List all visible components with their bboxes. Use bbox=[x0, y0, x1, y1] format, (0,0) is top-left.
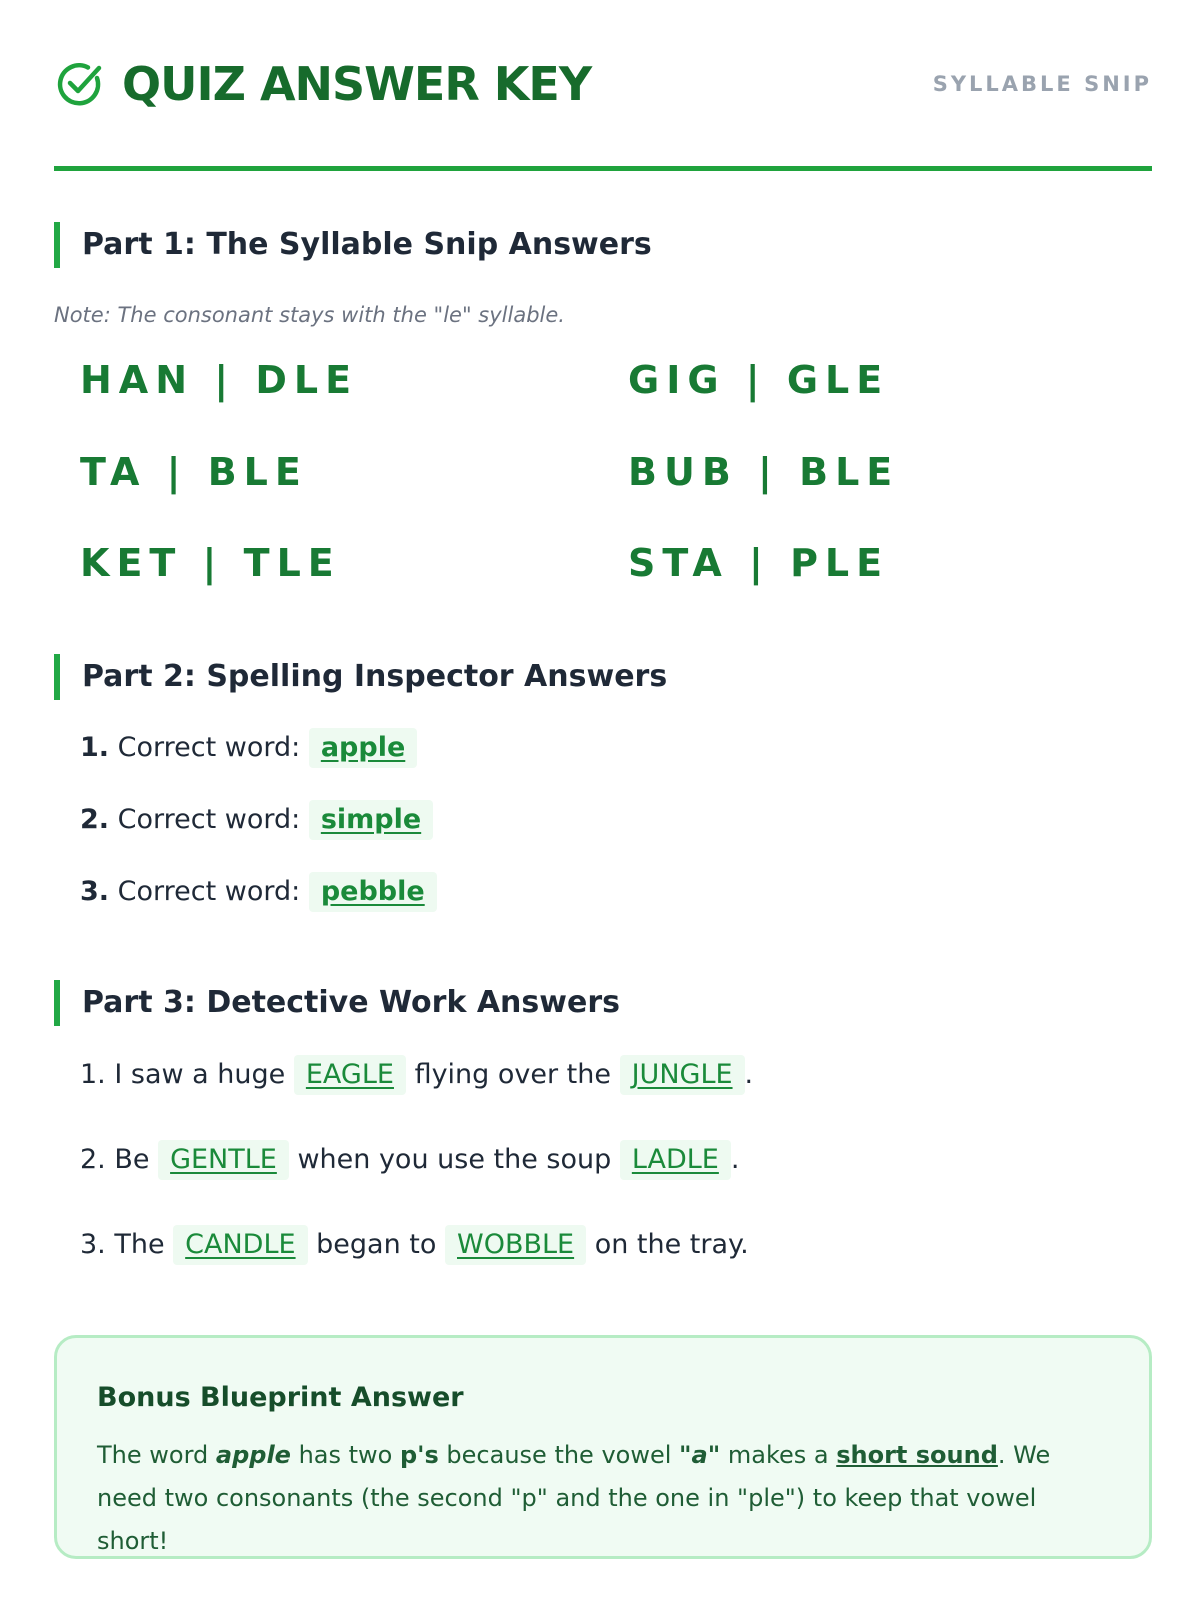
sentence-item bbox=[80, 1225, 749, 1265]
check-circle-icon bbox=[54, 58, 106, 110]
item-number: 3. bbox=[80, 876, 110, 907]
sentence-text: . bbox=[730, 1144, 740, 1175]
bonus-text-segment: The word bbox=[97, 1441, 216, 1469]
answer-word: simple bbox=[309, 800, 433, 840]
answer-word: GENTLE bbox=[158, 1140, 289, 1180]
syllable-word: HAN | DLE bbox=[80, 358, 359, 402]
part3-heading: Part 3: Detective Work Answers bbox=[54, 980, 1054, 1026]
bonus-short-sound: short sound bbox=[836, 1441, 998, 1469]
bonus-text bbox=[97, 1434, 1107, 1563]
sentence-text: when you use the soup bbox=[297, 1144, 612, 1175]
page-title: QUIZ ANSWER KEY bbox=[122, 57, 592, 111]
syllable-word: KET | TLE bbox=[80, 541, 341, 585]
item-label: Correct word: bbox=[117, 732, 301, 763]
sentence-item bbox=[80, 1055, 753, 1095]
answer-word: LADLE bbox=[620, 1140, 731, 1180]
bonus-title: Bonus Blueprint Answer bbox=[97, 1382, 464, 1413]
answer-word: pebble bbox=[309, 872, 437, 912]
brand-label: SYLLABLE SNIP bbox=[932, 72, 1152, 96]
syllable-word: TA | BLE bbox=[80, 450, 308, 494]
header bbox=[54, 52, 1152, 116]
sentence-text: 2. Be bbox=[80, 1144, 150, 1175]
bonus-word: apple bbox=[215, 1441, 291, 1469]
answer-word: CANDLE bbox=[173, 1225, 307, 1265]
sentence-text: . bbox=[744, 1059, 754, 1090]
sentence-text: flying over the bbox=[414, 1059, 611, 1090]
sentence-text: began to bbox=[316, 1229, 437, 1260]
list-item bbox=[80, 872, 437, 912]
answer-word: EAGLE bbox=[294, 1055, 406, 1095]
sentence-item bbox=[80, 1140, 739, 1180]
item-number: 2. bbox=[80, 804, 110, 835]
sentence-text: 3. The bbox=[80, 1229, 165, 1260]
part1-note: Note: The consonant stays with the "le" syllable. bbox=[54, 303, 565, 327]
answer-word: apple bbox=[309, 728, 417, 768]
item-label: Correct word: bbox=[117, 876, 301, 907]
bonus-letters: p's bbox=[399, 1441, 439, 1469]
bonus-text-segment: has two bbox=[290, 1441, 400, 1469]
bonus-box bbox=[54, 1335, 1152, 1559]
bonus-vowel: "a" bbox=[679, 1441, 721, 1469]
bonus-text-segment: makes a bbox=[720, 1441, 837, 1469]
part2-heading: Part 2: Spelling Inspector Answers bbox=[54, 654, 1054, 700]
syllable-word: GIG | GLE bbox=[628, 358, 890, 402]
sentence-text: 1. I saw a huge bbox=[80, 1059, 286, 1090]
answer-word: JUNGLE bbox=[620, 1055, 745, 1095]
answer-word: WOBBLE bbox=[445, 1225, 586, 1265]
header-divider bbox=[54, 166, 1152, 171]
bonus-text-segment: . We need two consonants (the second "p" and the one in "ple") to keep that vowel short! bbox=[97, 1441, 1051, 1555]
sentence-text: on the tray. bbox=[594, 1229, 749, 1260]
part1-heading: Part 1: The Syllable Snip Answers bbox=[54, 222, 1054, 268]
syllable-word: STA | PLE bbox=[628, 541, 890, 585]
list-item bbox=[80, 728, 417, 768]
item-label: Correct word: bbox=[117, 804, 301, 835]
list-item bbox=[80, 800, 433, 840]
item-number: 1. bbox=[80, 732, 110, 763]
syllable-word: BUB | BLE bbox=[628, 450, 900, 494]
bonus-text-segment: because the vowel bbox=[438, 1441, 680, 1469]
